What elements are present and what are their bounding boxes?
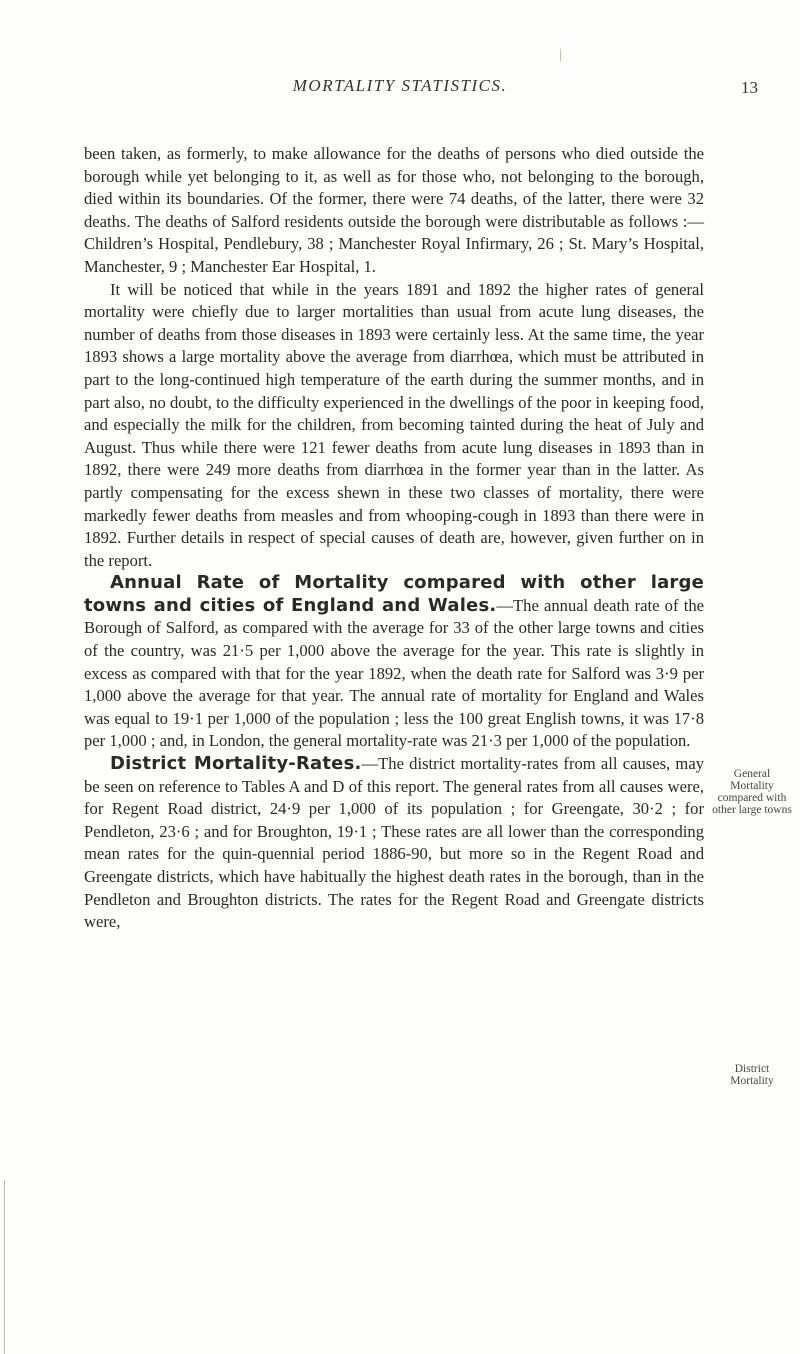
margin-note-district-mortality: District Mortality (730, 1063, 774, 1087)
binding-edge-line (4, 1180, 5, 1354)
paragraph-district-rates (84, 753, 704, 934)
margin-note-general-mortality: General Mortality compared with other large towns (712, 768, 792, 816)
section-heading-district-rates: District Mortality-Rates. (110, 753, 362, 775)
pencil-mark-icon: ⁄ (556, 48, 567, 64)
paragraph-annual-rate (84, 572, 704, 753)
annual-rate-text: —The annual death rate of the Borough of Salford, as compared with the average for 33 of the other large towns and cities of the country, was 21·5 per 1,000 above the average for the year. This rate is slightly in excess as compared with that for the year 1892, when the death rate for Salford was 3·9 per 1,000 above the average for that year. The annual rate of mortality for England and Wales was equal to 19·1 per 1,000 of the population ; less the 100 great English towns, it was 17·8 per 1,000 ; and, in London, the general mortality-rate was 21·3 per 1,000 of the population. (84, 595, 704, 751)
section-heading-annual-rate: Annual Rate of Mortality compared with other large towns and cities of England and Wales. (84, 572, 704, 616)
paragraph-deaths-outside: been taken, as formerly, to make allowance for the deaths of persons who died outside the borough while yet belonging to it, as well as for those who, not belonging to the borough, died within its boundaries. Of the former, there were 74 deaths, of the latter, there were 32 deaths. The deaths of Salford residents outside the borough were distributable as follows :—Children’s Hospital, Pendlebury, 38 ; Manchester Royal Infirmary, 26 ; St. Mary’s Hospital, Manchester, 9 ; Manchester Ear Hospital, 1. (84, 144, 704, 276)
running-title: MORTALITY STATISTICS. (292, 76, 508, 95)
body-text (84, 143, 704, 934)
page-number: 13 (741, 78, 758, 97)
paragraph-lung-diarrhoea: It will be noticed that while in the years 1891 and 1892 the higher rates of general mortality were chiefly due to larger mortalities than usual from acute lung diseases, the number of deaths from those diseases in 1893 were certainly less. At the same time, the year 1893 shows a large mortality above the average from diarrhœa, which must be attributed in part to the long-continued high temperature of the earth during the summer months, and in part also, no doubt, to the difficulty experienced in the dwellings of the poor in keeping food, and especially the milk for the children, from becoming tainted during the heat of July and August. Thus while there were 121 fewer deaths from acute lung diseases in 1893 than in 1892, there were 249 more deaths from diarrhœa in the former year than in the latter. As partly compensating for the excess shewn in these two classes of mortality, there were markedly fewer deaths from measles and from whooping-cough in 1893 than there were in 1892. Further details in respect of special causes of death are, however, given further on in the report. (84, 279, 704, 570)
district-rates-text: —The district mortality-rates from all causes, may be seen on reference to Tables A and D of this report. The general rates from all causes were, for Regent Road district, 24·9 per 1,000 of its population ; for Greengate, 30·2 ; for Pendleton, 23·6 ; and for Broughton, 19·1 ; These rates are all lower than the corresponding mean rates for the quin-quennial period 1886-90, but more so in the Regent Road and Greengate districts, which have habitually the highest death rates in the borough, than in the Pendleton and Broughton districts. The rates for the Regent Road and Greengate districts were, (84, 754, 705, 932)
